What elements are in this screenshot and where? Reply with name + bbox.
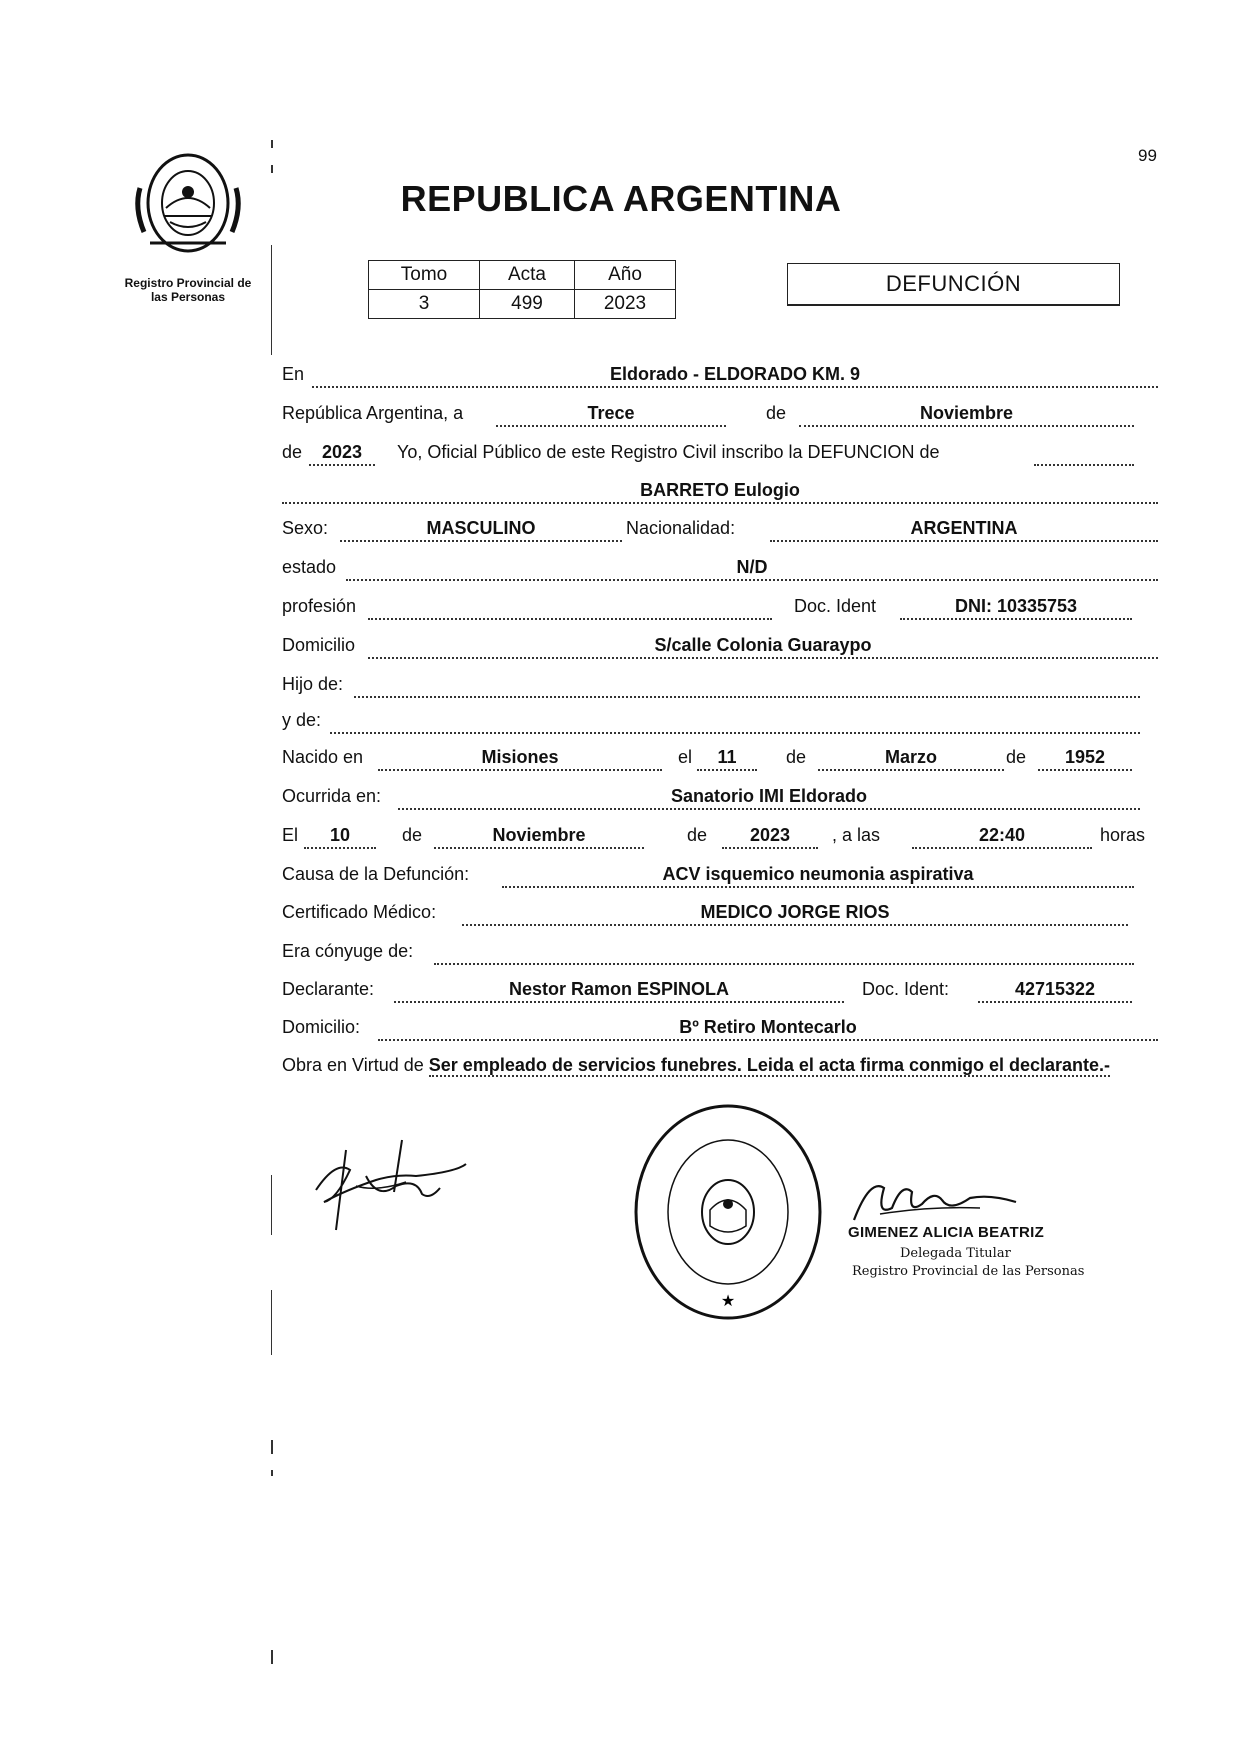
document-type-box: DEFUNCIÓN <box>787 263 1120 306</box>
tomo-header: Tomo <box>369 261 480 290</box>
margin-mark <box>271 1650 273 1664</box>
row-declarant-domicile: Domicilio: Bº Retiro Montecarlo <box>282 1015 1162 1039</box>
margin-line <box>271 1175 272 1235</box>
official-registry: Registro Provincial de las Personas <box>852 1264 1085 1279</box>
mother-field <box>330 708 1140 734</box>
row-estado: estado N/D <box>282 555 1162 579</box>
estado-field: N/D <box>346 555 1158 581</box>
death-year-field: 2023 <box>722 823 818 849</box>
declarant-doc-field: 42715322 <box>978 977 1132 1003</box>
svg-text:★: ★ <box>720 1291 736 1310</box>
father-field <box>354 672 1140 698</box>
row-declarant: Declarante: Nestor Ramon ESPINOLA Doc. Ident: 42715322 <box>282 977 1162 1001</box>
official-name: GIMENEZ ALICIA BEATRIZ <box>848 1224 1045 1241</box>
row-birth: Nacido en Misiones el 11 de Marzo de 1952 <box>282 745 1162 769</box>
row-sex-nationality: Sexo: MASCULINO Nacionalidad: ARGENTINA <box>282 516 1162 540</box>
row-certificate: Certificado Médico: MEDICO JORGE RIOS <box>282 900 1162 924</box>
reference-table <box>368 260 676 319</box>
page-title: REPUBLICA ARGENTINA <box>400 178 842 219</box>
row-domicile: Domicilio S/calle Colonia Guaraypo <box>282 633 1162 657</box>
nationality-field: ARGENTINA <box>770 516 1158 542</box>
row-inscribo: de 2023 Yo, Oficial Público de este Registro Civil inscribo la DEFUNCION de <box>282 440 1162 464</box>
tomo-value: 3 <box>369 290 480 319</box>
anio-value: 2023 <box>575 290 676 319</box>
cause-field: ACV isquemico neumonia aspirativa <box>502 862 1134 888</box>
death-day-field: 10 <box>304 823 376 849</box>
month-field: Noviembre <box>799 401 1134 427</box>
deceased-name-field: BARRETO Eulogio <box>282 478 1158 504</box>
registry-label: Registro Provincial de las Personas <box>124 276 252 304</box>
row-place: En Eldorado - ELDORADO KM. 9 <box>282 362 1162 386</box>
spouse-field <box>434 939 1134 965</box>
margin-line <box>271 1290 272 1355</box>
birth-month-field: Marzo <box>818 745 1004 771</box>
official-role: Delegada Titular <box>900 1246 1011 1261</box>
margin-mark <box>271 165 273 173</box>
page-number: 99 <box>1138 146 1157 165</box>
year-field: 2023 <box>309 440 375 466</box>
death-time-field: 22:40 <box>912 823 1092 849</box>
doc-ident-field: DNI: 10335753 <box>900 594 1132 620</box>
row-death-date: El 10 de Noviembre de 2023 , a las 22:40 horas <box>282 823 1162 847</box>
row-cause: Causa de la Defunción: ACV isquemico neumonia aspirativa <box>282 862 1162 886</box>
birth-place-field: Misiones <box>378 745 662 771</box>
margin-mark <box>271 140 273 148</box>
margin-mark <box>271 1440 273 1454</box>
margin-mark <box>271 1470 273 1476</box>
declarant-signature <box>306 1130 476 1240</box>
row-hijo: Hijo de: <box>282 672 1162 696</box>
profession-field <box>368 594 772 620</box>
birth-year-field: 1952 <box>1038 745 1132 771</box>
acta-value: 499 <box>480 290 575 319</box>
row-occurred: Ocurrida en: Sanatorio IMI Eldorado <box>282 784 1162 808</box>
declarant-domicile-field: Bº Retiro Montecarlo <box>378 1015 1158 1041</box>
margin-line <box>271 245 272 355</box>
death-month-field: Noviembre <box>434 823 644 849</box>
row-profession-doc: profesión Doc. Ident DNI: 10335753 <box>282 594 1162 618</box>
domicile-field: S/calle Colonia Guaraypo <box>368 633 1158 659</box>
obra-paragraph: Obra en Virtud de Ser empleado de servicios funebres. Leida el acta firma conmigo el declarante.- <box>282 1055 1111 1075</box>
certificate-field: MEDICO JORGE RIOS <box>462 900 1128 926</box>
official-signature <box>850 1168 1020 1228</box>
official-seal <box>630 1100 826 1324</box>
birth-day-field: 11 <box>697 745 757 771</box>
row-spouse: Era cónyuge de: <box>282 939 1162 963</box>
row-deceased <box>282 478 1162 502</box>
anio-header: Año <box>575 261 676 290</box>
inscribo-fill <box>1034 440 1134 466</box>
day-field: Trece <box>496 401 726 427</box>
row-yde: y de: <box>282 708 1162 732</box>
declarant-field: Nestor Ramon ESPINOLA <box>394 977 844 1003</box>
obra-field: Ser empleado de servicios funebres. Leida el acta firma conmigo el declarante.- <box>428 1055 1111 1075</box>
row-date: República Argentina, a Trece de Noviembre <box>282 401 1162 425</box>
occurred-place-field: Sanatorio IMI Eldorado <box>398 784 1140 810</box>
place-field: Eldorado - ELDORADO KM. 9 <box>312 362 1158 388</box>
acta-header: Acta <box>480 261 575 290</box>
sex-field: MASCULINO <box>340 516 622 542</box>
